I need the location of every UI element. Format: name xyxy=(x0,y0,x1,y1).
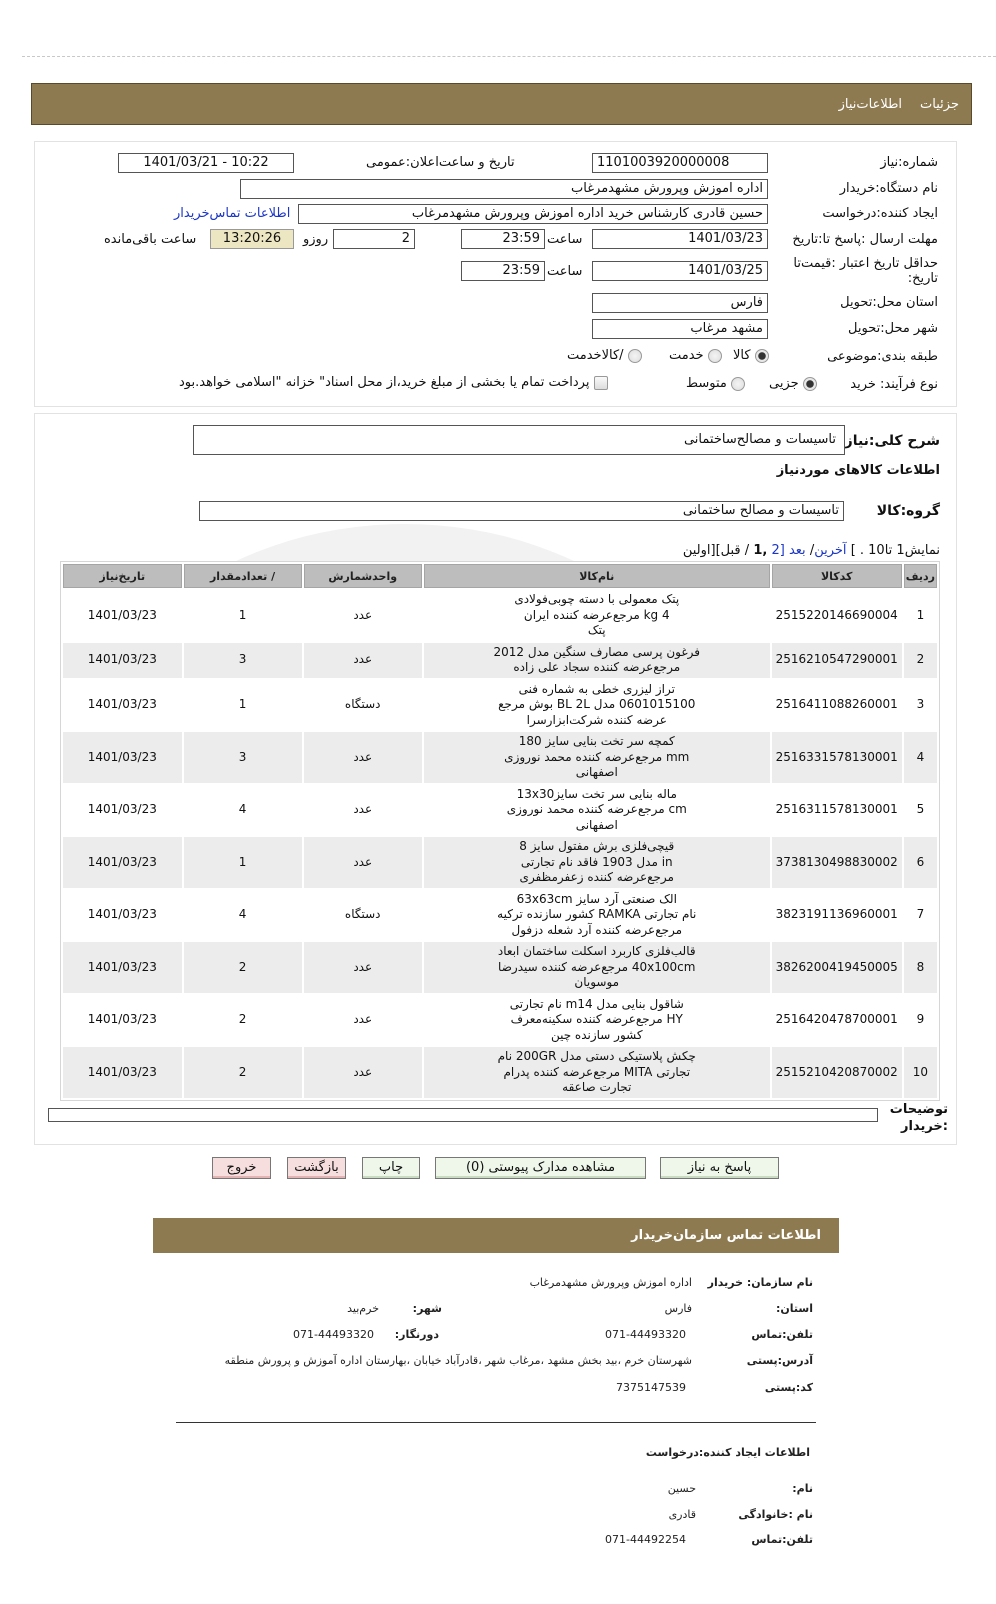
item-name-cell xyxy=(424,890,770,941)
table-row xyxy=(63,890,937,941)
creator-name-label: نام: xyxy=(792,1482,813,1495)
print-button[interactable]: چاپ xyxy=(362,1157,420,1179)
item-code-cell: 2515210420870002 xyxy=(772,1047,902,1098)
table-row xyxy=(63,732,937,783)
quantity-cell: 3 xyxy=(184,732,302,783)
item-name-cell xyxy=(424,732,770,783)
row-number-cell: 2 xyxy=(904,643,937,678)
item-name-cell xyxy=(424,680,770,731)
validity-label: حداقل تاریخ اعتبار :قیمت‌تا تاریخ: xyxy=(793,256,938,286)
item-name-line: پتک معمولی با دسته چوبی‌فولادی xyxy=(514,592,680,606)
quantity-cell: 1 xyxy=(184,590,302,641)
radio-goods-service[interactable] xyxy=(628,349,642,363)
item-code-cell: 2516420478700001 xyxy=(772,995,902,1046)
contact-province-label: استان: xyxy=(776,1302,813,1315)
item-code-cell: 2516210547290001 xyxy=(772,643,902,678)
item-code-cell: 3826200419450005 xyxy=(772,942,902,993)
need-date-cell: 1401/03/23 xyxy=(63,590,182,641)
unit-cell: عدد xyxy=(304,732,422,783)
item-name-line: مرجع‌عرضه کننده سجاد علی زاده xyxy=(513,660,681,674)
contact-city-value: خرم‌بید xyxy=(347,1302,379,1315)
item-name-line: mm مرجع‌عرضه کننده محمد نوروزی xyxy=(504,749,690,764)
table-row xyxy=(63,837,937,888)
need-date-cell: 1401/03/23 xyxy=(63,643,182,678)
item-name-cell xyxy=(424,643,770,678)
radio-goods-service-label: /کالاخدمت xyxy=(567,348,624,363)
back-button[interactable]: بازگشت xyxy=(287,1157,346,1179)
item-code-cell: 2516311578130001 xyxy=(772,785,902,836)
pager-page-2[interactable]: [2 xyxy=(771,543,785,558)
unit-cell: عدد xyxy=(304,590,422,641)
deadline-date-field[interactable]: 1401/03/23 xyxy=(592,229,768,249)
item-code-cell: 2515220146690004 xyxy=(772,590,902,641)
unit-cell: عدد xyxy=(304,1047,422,1098)
quantity-cell: 2 xyxy=(184,995,302,1046)
category-both-option[interactable] xyxy=(567,348,642,363)
goods-table xyxy=(60,561,940,1101)
process-minor-option[interactable] xyxy=(769,376,817,391)
item-name-line: HY مرجع‌عرضه کننده سکینه‌معرف xyxy=(510,1012,683,1026)
contact-fax-value: 071-44493320 xyxy=(293,1328,374,1341)
row-number-cell: 3 xyxy=(904,680,937,731)
unit-cell: عدد xyxy=(304,643,422,678)
row-number-cell: 6 xyxy=(904,837,937,888)
quantity-cell: 2 xyxy=(184,942,302,993)
radio-medium-label: متوسط xyxy=(686,376,727,391)
table-row xyxy=(63,995,937,1046)
row-number-cell: 4 xyxy=(904,732,937,783)
province-field[interactable]: فارس xyxy=(592,293,768,313)
row-number-cell: 7 xyxy=(904,890,937,941)
unit-cell: عدد xyxy=(304,785,422,836)
col-header-date: تاریخ‌نیاز xyxy=(63,564,182,588)
table-header-row xyxy=(63,564,937,588)
org-name-label: نام سازمان: خریدار xyxy=(707,1276,813,1289)
item-name-cell xyxy=(424,1047,770,1098)
quantity-cell: 4 xyxy=(184,785,302,836)
announce-field[interactable]: 1401/03/21 - 10:22 xyxy=(118,153,294,173)
item-name-line: قیچی‌فلزی برش مفتول سایز 8 xyxy=(519,839,675,853)
item-code-cell: 3823191136960001 xyxy=(772,890,902,941)
need-details-panel xyxy=(34,141,957,407)
buyer-contact-link[interactable]: اطلاعات تماس‌خریدار xyxy=(174,206,291,221)
creator-label: ایجاد کننده:درخواست xyxy=(822,206,938,221)
radio-service-label: خدمت xyxy=(669,348,704,363)
contact-fax-label: دورنگار: xyxy=(394,1328,439,1341)
treasury-checkbox[interactable] xyxy=(594,376,608,390)
item-name-line: ماله بنایی سر تخت سایز13x30 xyxy=(516,786,677,801)
process-medium-option[interactable] xyxy=(686,376,745,391)
radio-goods[interactable] xyxy=(755,349,769,363)
org-name-value: اداره اموزش وپرورش مشهدمرغاب xyxy=(529,1276,692,1289)
need-description-label: شرح کلی:نیاز xyxy=(844,433,940,449)
row-number-cell: 8 xyxy=(904,942,937,993)
category-goods-option[interactable] xyxy=(733,348,769,363)
item-name-line: کشور سازنده چین xyxy=(550,1027,643,1042)
item-code-cell: 2516411088260001 xyxy=(772,680,902,731)
treasury-note: پرداخت تمام یا بخشی از مبلغ خرید،از محل اسناد" خزانه "اسلامی خواهد.بود xyxy=(179,375,590,390)
pager-next-link[interactable]: بعد xyxy=(788,543,806,558)
radio-service[interactable] xyxy=(708,349,722,363)
pager-last-link[interactable]: آخرین xyxy=(814,543,847,558)
pager-sep: / xyxy=(744,543,750,558)
contact-postal-label: کد:پستی xyxy=(764,1381,813,1394)
item-name-line: تجارتی MITA مرجع‌عرضه کننده پدرام xyxy=(503,1064,691,1079)
deadline-label: مهلت ارسال :پاسخ تا:تاریخ xyxy=(792,232,938,247)
item-name-line: مرجع‌عرضه کننده آرد شعله دزفول xyxy=(511,922,683,937)
creator-phone-value: 071-44492254 xyxy=(605,1533,686,1546)
unit-cell: دستگاه xyxy=(304,890,422,941)
buyer-org-field[interactable]: اداره اموزش وپرورش مشهدمرغاب xyxy=(240,179,768,199)
unit-cell: دستگاه xyxy=(304,680,422,731)
table-row xyxy=(63,680,937,731)
contact-address-label: آدرس:پستی xyxy=(746,1354,813,1367)
province-label: استان محل:تحویل xyxy=(840,295,938,310)
contact-province-value: فارس xyxy=(664,1302,692,1315)
item-code-cell: 3738130498830002 xyxy=(772,837,902,888)
unit-cell: عدد xyxy=(304,995,422,1046)
item-name-line: in مدل 1903 فاقد نام تجارتی xyxy=(520,854,673,869)
item-name-line: فرغون پرسی مصارف سنگین مدل 2012 xyxy=(493,644,701,659)
row-number-cell: 1 xyxy=(904,590,937,641)
goods-group-label: گروه:کالا xyxy=(876,503,940,519)
buyer-notes-field[interactable] xyxy=(48,1108,878,1122)
row-number-cell: 10 xyxy=(904,1047,937,1098)
treasury-payment-option[interactable] xyxy=(179,375,608,390)
row-number-cell: 9 xyxy=(904,995,937,1046)
validity-time-field[interactable]: 23:59 xyxy=(461,261,545,281)
reply-button[interactable]: پاسخ به نیاز xyxy=(660,1157,779,1179)
contact-phone-label: تلفن:تماس xyxy=(751,1328,813,1341)
buyer-notes-label: توضیحات :خریدار xyxy=(889,1102,948,1134)
radio-minor-label: جزیی xyxy=(769,376,799,391)
city-label: شهر محل:تحویل xyxy=(848,321,938,336)
pager-prev-first: قبل][اولین xyxy=(682,543,741,558)
quantity-cell: 1 xyxy=(184,837,302,888)
col-header-name: نام‌کالا xyxy=(424,564,770,588)
pager-sep: / xyxy=(809,543,815,558)
contact-address-value: شهرستان خرم ،بید بخش مشهد ،مرغاب شهر ،قادرآباد خیابان ،بهارستان اداره آموزش و پرورش منطقه xyxy=(224,1354,692,1367)
radio-goods-label: کالا xyxy=(733,348,751,363)
item-name-cell xyxy=(424,590,770,641)
quantity-cell: 2 xyxy=(184,1047,302,1098)
time-remaining-label: ساعت باقی‌مانده xyxy=(104,232,197,247)
item-name-line: نام تجارتی RAMKA کشور سازنده ترکیه xyxy=(497,907,697,921)
item-name-line: 40x100cm مرجع‌عرضه کننده سیدرضا xyxy=(498,959,696,974)
need-date-cell: 1401/03/23 xyxy=(63,890,182,941)
item-code-cell: 2516331578130001 xyxy=(772,732,902,783)
col-header-unit: واحدشمارش xyxy=(304,564,422,588)
contact-phone-value: 071-44493320 xyxy=(605,1328,686,1341)
quantity-cell: 3 xyxy=(184,643,302,678)
item-name-cell xyxy=(424,995,770,1046)
creator-phone-label: تلفن:تماس xyxy=(751,1533,813,1546)
deadline-time-field[interactable]: 23:59 xyxy=(461,229,545,249)
validity-date-field[interactable]: 1401/03/25 xyxy=(592,261,768,281)
col-header-code: کدکالا xyxy=(772,564,902,588)
item-name-cell xyxy=(424,942,770,993)
days-label: روزو xyxy=(303,232,329,247)
table-row xyxy=(63,590,937,641)
item-name-line: الک صنعتی آرد سایز 63x63cm xyxy=(516,891,677,906)
category-service-option[interactable] xyxy=(669,348,722,363)
item-name-line: اصفهانی xyxy=(575,765,618,779)
item-name-line: کمچه سر تخت بنایی سایز 180 xyxy=(518,734,675,748)
table-row xyxy=(63,1047,937,1098)
goods-group-field[interactable]: تاسیسات و مصالح ساختمانی xyxy=(199,501,844,521)
item-name-line: پتک xyxy=(587,623,606,637)
pager-range: نمایش1 تا10 . ] xyxy=(850,543,940,558)
deadline-time-label: ساعت xyxy=(547,232,583,247)
view-attachments-button[interactable]: مشاهده مدارک پیوستی (0) xyxy=(435,1157,646,1179)
item-name-line: شاقول بنایی مدل m14 نام تجارتی xyxy=(509,996,684,1011)
category-label: طبقه بندی:موضوعی xyxy=(827,349,938,364)
pagination xyxy=(683,543,940,558)
city-field[interactable]: مشهد مرغاب xyxy=(592,319,768,339)
need-date-cell: 1401/03/23 xyxy=(63,1047,182,1098)
announce-label: تاریخ و ساعت‌اعلان:عمومی xyxy=(366,155,515,170)
creator-family-label: نام :خانوادگی xyxy=(738,1508,813,1521)
need-date-cell: 1401/03/23 xyxy=(63,995,182,1046)
contact-postal-value: 7375147539 xyxy=(616,1381,686,1394)
need-date-cell: 1401/03/23 xyxy=(63,942,182,993)
item-name-line: 0601015100 مدل BL 2L بوش مرجع xyxy=(498,697,696,711)
need-number-label: شماره:نیاز xyxy=(880,155,938,170)
creator-family-value: قادری xyxy=(668,1508,696,1521)
item-name-line: قالب‌فلزی کاربرد اسکلت ساختمان ابعاد xyxy=(497,944,696,958)
days-remaining-field: 2 xyxy=(333,229,415,249)
item-name-line: cm مرجع‌عرضه کننده محمد نوروزی xyxy=(506,802,687,816)
top-divider xyxy=(22,56,996,57)
col-header-row-number: ردیف xyxy=(904,564,937,588)
item-name-line: مرجع‌عرضه کننده زعفرمظفری xyxy=(519,870,674,884)
buyer-contact-bar: اطلاعات تماس سازمان‌خریدار xyxy=(153,1218,839,1253)
item-name-cell xyxy=(424,837,770,888)
goods-table-body xyxy=(63,590,937,1098)
unit-cell: عدد xyxy=(304,837,422,888)
goods-info-title: اطلاعات کالاهای موردنیاز xyxy=(776,463,940,478)
tab-details[interactable]: جزئیات xyxy=(920,96,959,112)
creator-field[interactable]: حسین قادری کارشناس خرید اداره اموزش وپرورش مشهدمرغاب xyxy=(298,204,768,224)
item-name-cell xyxy=(424,785,770,836)
pager-page-1: ,1 xyxy=(753,543,768,558)
item-name-line: موسویان xyxy=(574,975,620,989)
item-name-line: عرضه کننده شرکت‌ابزارسرا xyxy=(526,712,667,727)
need-date-cell: 1401/03/23 xyxy=(63,837,182,888)
process-type-label: نوع فرآیند: خرید xyxy=(850,377,938,392)
need-number-field[interactable]: 1101003920000008 xyxy=(592,153,768,173)
radio-medium[interactable] xyxy=(731,377,745,391)
item-name-line: تجارت صاعقه xyxy=(562,1080,632,1094)
need-date-cell: 1401/03/23 xyxy=(63,785,182,836)
table-row xyxy=(63,785,937,836)
contact-city-label: شهر: xyxy=(412,1302,442,1315)
time-remaining-field: 13:20:26 xyxy=(210,229,294,249)
row-number-cell: 5 xyxy=(904,785,937,836)
item-name-line: اصفهانی xyxy=(575,817,618,832)
need-description-field[interactable]: تاسیسات و مصالح‌ساختمانی xyxy=(193,425,845,455)
radio-minor[interactable] xyxy=(803,377,817,391)
buyer-org-label: نام دستگاه:خریدار xyxy=(839,181,938,196)
need-date-cell: 1401/03/23 xyxy=(63,680,182,731)
exit-button[interactable]: خروج xyxy=(212,1157,271,1179)
page-header-bar xyxy=(31,83,972,125)
table-row xyxy=(63,643,937,678)
need-date-cell: 1401/03/23 xyxy=(63,732,182,783)
contact-divider xyxy=(176,1422,816,1423)
quantity-cell: 4 xyxy=(184,890,302,941)
item-name-line: تراز لیزری خطی به شماره فنی xyxy=(518,681,675,696)
creator-name-value: حسین xyxy=(667,1482,696,1495)
tab-need-info[interactable]: اطلاعات‌نیاز xyxy=(838,96,903,112)
quantity-cell: 1 xyxy=(184,680,302,731)
col-header-qty: / تعدادمقدار xyxy=(184,564,302,588)
item-name-line: چکش پلاستیکی دستی مدل 200GR نام xyxy=(497,1049,696,1063)
creator-info-title: اطلاعات ایجاد کننده:درخواست xyxy=(645,1446,810,1459)
table-row xyxy=(63,942,937,993)
unit-cell: عدد xyxy=(304,942,422,993)
validity-time-label: ساعت xyxy=(547,264,583,279)
item-name-line: 4 kg مرجع‌عرضه کننده ایران xyxy=(523,607,670,622)
